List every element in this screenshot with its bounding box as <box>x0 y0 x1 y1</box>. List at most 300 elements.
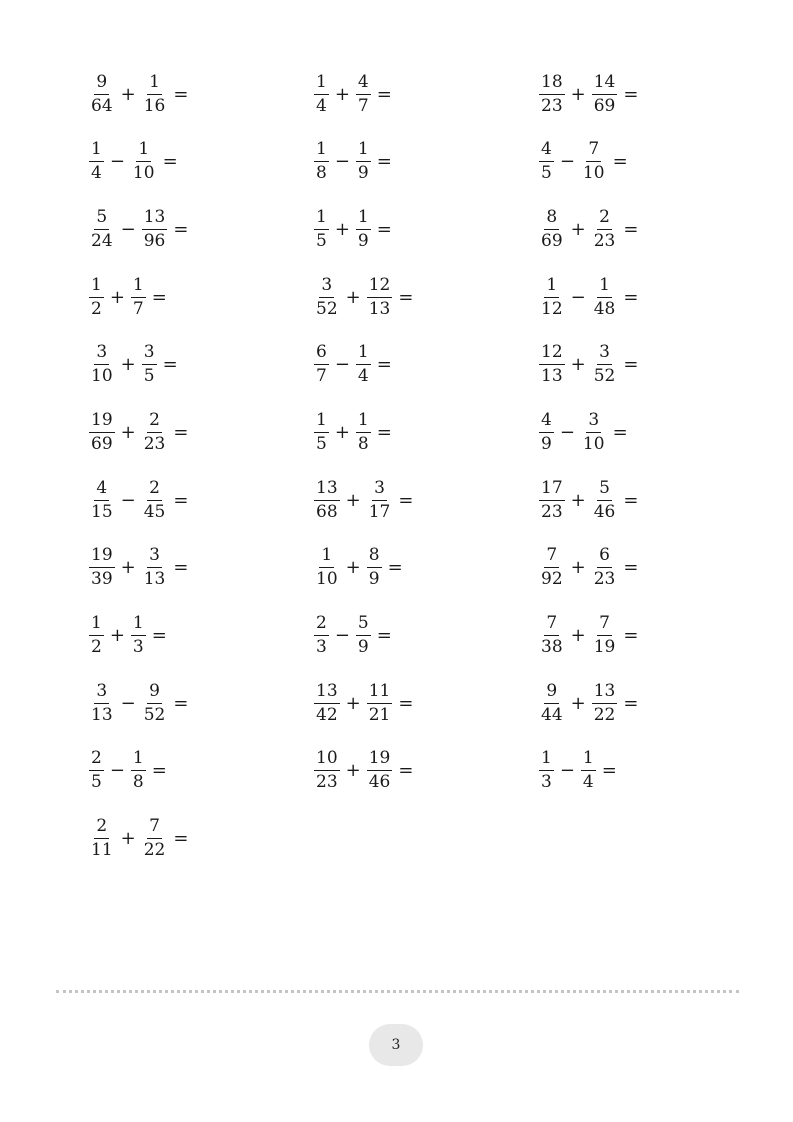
fraction-a <box>88 680 116 725</box>
denominator: 7 <box>357 95 369 116</box>
numerator: 3 <box>319 277 334 298</box>
equals-sign: = <box>376 218 392 240</box>
operator: − <box>334 151 350 173</box>
fraction-b <box>141 680 169 725</box>
denominator: 3 <box>316 637 327 657</box>
numerator: 8 <box>367 547 382 568</box>
fraction-b <box>141 344 158 385</box>
equals-sign: = <box>398 692 414 714</box>
footer-divider <box>56 990 739 993</box>
denominator: 23 <box>593 230 616 251</box>
fraction-a <box>538 547 566 588</box>
operator: − <box>559 421 575 443</box>
equals-sign: = <box>376 151 392 173</box>
equals-sign: = <box>623 625 639 646</box>
fraction-a <box>538 477 566 522</box>
problem-item <box>538 70 708 118</box>
fraction-b <box>591 615 619 656</box>
numerator: 1 <box>539 750 554 771</box>
fraction-b <box>580 750 597 791</box>
denominator: 64 <box>91 95 113 116</box>
numerator: 3 <box>94 683 109 704</box>
denominator: 2 <box>91 298 102 319</box>
problem-item <box>88 138 313 186</box>
numerator: 2 <box>147 412 162 433</box>
operator: + <box>109 625 125 646</box>
fraction-b <box>580 409 608 454</box>
numerator: 1 <box>581 750 596 771</box>
numerator: 10 <box>314 750 340 771</box>
denominator: 22 <box>143 840 166 861</box>
numerator: 2 <box>94 818 109 839</box>
problem-item <box>538 341 708 389</box>
numerator: 19 <box>367 750 393 771</box>
equals-sign: = <box>173 828 189 850</box>
numerator: 12 <box>539 344 565 365</box>
fraction-a <box>538 274 566 319</box>
fraction-a <box>538 615 566 656</box>
equals-sign: = <box>376 354 392 376</box>
operator: + <box>120 421 136 443</box>
fraction-b <box>355 206 372 251</box>
denominator: 4 <box>91 163 102 184</box>
denominator: 19 <box>593 637 616 657</box>
fraction-a <box>313 274 341 319</box>
numerator: 7 <box>544 615 559 636</box>
fraction-a <box>88 274 105 319</box>
denominator: 24 <box>91 230 113 251</box>
problem-item <box>88 273 313 321</box>
denominator: 11 <box>91 840 113 861</box>
operator: + <box>120 557 136 579</box>
denominator: 52 <box>143 704 166 725</box>
operator: + <box>345 286 361 308</box>
denominator: 48 <box>593 298 616 319</box>
numerator: 12 <box>367 277 393 298</box>
fraction-a <box>538 680 566 725</box>
equals-sign: = <box>376 625 392 646</box>
denominator: 69 <box>541 230 563 251</box>
operator: + <box>570 557 586 579</box>
operator: + <box>120 354 136 376</box>
denominator: 23 <box>593 569 616 590</box>
denominator: 3 <box>541 772 552 793</box>
equals-sign: = <box>612 421 628 443</box>
numerator: 14 <box>592 74 618 95</box>
fraction-b <box>141 547 169 588</box>
numerator: 1 <box>544 277 559 298</box>
equals-sign: = <box>162 151 178 173</box>
problem-item <box>313 544 538 592</box>
equals-sign: = <box>173 489 189 511</box>
numerator: 5 <box>94 209 109 230</box>
fraction-b <box>141 71 169 116</box>
fraction-b <box>591 274 619 319</box>
operator: + <box>570 83 586 105</box>
denominator: 44 <box>541 704 563 725</box>
problem-item <box>313 70 538 118</box>
denominator: 9 <box>357 230 369 251</box>
fraction-b <box>591 206 619 251</box>
denominator: 13 <box>91 704 113 725</box>
fraction-b <box>591 344 619 385</box>
fraction-a <box>313 409 330 454</box>
equals-sign: = <box>612 151 628 173</box>
denominator: 42 <box>316 704 338 725</box>
denominator: 39 <box>91 569 113 590</box>
fraction-a <box>538 206 566 251</box>
equals-sign: = <box>151 625 167 646</box>
fraction-a <box>538 750 555 791</box>
problem-item <box>313 408 538 456</box>
problem-item <box>538 476 708 524</box>
problem-item <box>538 679 708 727</box>
denominator: 7 <box>316 366 327 387</box>
denominator: 12 <box>541 298 563 319</box>
numerator: 8 <box>544 209 559 230</box>
fraction-a <box>313 477 341 522</box>
denominator: 8 <box>132 772 144 793</box>
fraction-a <box>313 206 330 251</box>
denominator: 8 <box>316 163 327 184</box>
fraction-b <box>591 71 619 116</box>
fraction-a <box>538 141 555 182</box>
operator: + <box>570 625 586 646</box>
equals-sign: = <box>173 421 189 443</box>
problem-item <box>88 815 313 863</box>
fraction-a <box>88 477 116 522</box>
numerator: 5 <box>356 615 371 636</box>
numerator: 1 <box>319 547 334 568</box>
denominator: 13 <box>368 298 391 319</box>
equals-sign: = <box>623 692 639 714</box>
problem-item <box>538 544 708 592</box>
numerator: 1 <box>136 141 151 162</box>
fraction-a <box>88 71 116 116</box>
operator: + <box>345 557 361 579</box>
numerator: 7 <box>147 818 162 839</box>
numerator: 19 <box>89 547 115 568</box>
numerator: 1 <box>314 74 329 95</box>
numerator: 2 <box>147 480 162 501</box>
equals-sign: = <box>398 489 414 511</box>
operator: + <box>570 489 586 511</box>
numerator: 13 <box>314 480 340 501</box>
denominator: 4 <box>316 95 327 116</box>
operator: + <box>109 286 125 308</box>
fraction-b <box>366 274 394 319</box>
denominator: 96 <box>143 230 166 251</box>
denominator: 10 <box>91 366 113 387</box>
numerator: 1 <box>356 209 371 230</box>
fraction-b <box>366 477 394 522</box>
numerator: 2 <box>597 209 612 230</box>
fraction-b <box>591 680 619 725</box>
numerator: 3 <box>94 344 109 365</box>
problem-item <box>88 476 313 524</box>
fraction-a <box>538 409 555 454</box>
operator: + <box>570 218 586 240</box>
equals-sign: = <box>173 83 189 105</box>
fraction-a <box>88 750 105 791</box>
operator: + <box>570 354 586 376</box>
fraction-b <box>580 141 608 182</box>
operator: + <box>120 83 136 105</box>
fraction-a <box>88 818 116 859</box>
operator: + <box>345 489 361 511</box>
numerator: 9 <box>94 74 109 95</box>
equals-sign: = <box>162 354 178 376</box>
denominator: 23 <box>143 433 166 454</box>
denominator: 4 <box>582 772 594 793</box>
denominator: 13 <box>541 366 563 387</box>
problem-item <box>88 70 313 118</box>
equals-sign: = <box>151 760 167 782</box>
fraction-a <box>313 615 330 656</box>
fraction-b <box>366 547 383 588</box>
denominator: 22 <box>593 704 616 725</box>
fraction-b <box>141 818 169 859</box>
problem-item <box>313 341 538 389</box>
denominator: 9 <box>357 637 369 657</box>
numerator: 1 <box>89 141 104 162</box>
fraction-b <box>141 206 169 251</box>
equals-sign: = <box>623 489 639 511</box>
denominator: 5 <box>316 433 327 454</box>
numerator: 9 <box>544 683 559 704</box>
operator: − <box>120 692 136 714</box>
equals-sign: = <box>623 354 639 376</box>
denominator: 10 <box>132 163 155 184</box>
operator: + <box>334 83 350 105</box>
equals-sign: = <box>398 286 414 308</box>
problem-item <box>313 138 538 186</box>
fraction-a <box>88 409 116 454</box>
denominator: 2 <box>91 637 102 657</box>
fraction-b <box>355 615 372 656</box>
numerator: 1 <box>356 344 371 365</box>
equals-sign: = <box>387 557 403 579</box>
numerator: 5 <box>597 480 612 501</box>
numerator: 1 <box>89 615 104 636</box>
fraction-a <box>88 141 105 182</box>
denominator: 69 <box>91 433 113 454</box>
problem-item <box>313 612 538 660</box>
equals-sign: = <box>398 760 414 782</box>
problem-item <box>313 679 538 727</box>
numerator: 7 <box>597 615 612 636</box>
fraction-a <box>88 206 116 251</box>
fraction-a <box>88 344 116 385</box>
fraction-b <box>355 409 372 454</box>
fraction-a <box>313 141 330 182</box>
problem-item <box>313 273 538 321</box>
denominator: 7 <box>132 298 144 319</box>
equals-sign: = <box>151 286 167 308</box>
operator: − <box>570 286 586 308</box>
fraction-b <box>355 344 372 385</box>
numerator: 7 <box>586 141 601 162</box>
page-number: 3 <box>391 1037 401 1053</box>
denominator: 23 <box>541 95 563 116</box>
numerator: 3 <box>597 344 612 365</box>
fraction-b <box>355 141 372 182</box>
operator: + <box>345 692 361 714</box>
equals-sign: = <box>623 218 639 240</box>
denominator: 46 <box>593 501 616 522</box>
fraction-a <box>538 71 566 116</box>
problem-item <box>88 408 313 456</box>
numerator: 3 <box>586 412 601 433</box>
denominator: 5 <box>91 772 102 793</box>
denominator: 21 <box>368 704 391 725</box>
fraction-a <box>538 344 566 385</box>
numerator: 19 <box>89 412 115 433</box>
numerator: 1 <box>356 412 371 433</box>
denominator: 17 <box>368 501 391 522</box>
numerator: 1 <box>131 615 146 636</box>
operator: − <box>334 625 350 646</box>
fraction-b <box>130 750 147 791</box>
fraction-a <box>313 344 330 385</box>
equals-sign: = <box>173 692 189 714</box>
numerator: 9 <box>147 683 162 704</box>
equals-sign: = <box>376 83 392 105</box>
numerator: 4 <box>356 74 371 95</box>
equals-sign: = <box>623 83 639 105</box>
numerator: 6 <box>314 344 329 365</box>
equals-sign: = <box>376 421 392 443</box>
operator: + <box>334 421 350 443</box>
numerator: 1 <box>131 750 146 771</box>
numerator: 18 <box>539 74 565 95</box>
equals-sign: = <box>601 760 617 782</box>
fraction-a <box>88 547 116 588</box>
denominator: 4 <box>357 366 369 387</box>
numerator: 1 <box>314 209 329 230</box>
denominator: 52 <box>593 366 616 387</box>
equals-sign: = <box>173 557 189 579</box>
equals-sign: = <box>623 557 639 579</box>
operator: + <box>120 828 136 850</box>
denominator: 23 <box>316 772 338 793</box>
problem-item <box>88 679 313 727</box>
denominator: 10 <box>582 433 605 454</box>
problem-item <box>88 205 313 253</box>
problem-item <box>313 205 538 253</box>
operator: − <box>559 760 575 782</box>
problem-item <box>88 747 313 795</box>
denominator: 10 <box>582 163 605 184</box>
problem-item <box>538 612 708 660</box>
numerator: 17 <box>539 480 565 501</box>
equals-sign: = <box>623 286 639 308</box>
operator: + <box>570 692 586 714</box>
numerator: 3 <box>142 344 157 365</box>
operator: + <box>334 218 350 240</box>
fraction-b <box>366 680 394 725</box>
numerator: 4 <box>539 141 554 162</box>
numerator: 1 <box>356 141 371 162</box>
operator: − <box>334 354 350 376</box>
operator: − <box>109 760 125 782</box>
denominator: 9 <box>368 569 380 590</box>
fraction-a <box>313 680 341 725</box>
numerator: 3 <box>372 480 387 501</box>
problem-item <box>88 341 313 389</box>
numerator: 3 <box>147 547 162 568</box>
denominator: 52 <box>316 298 338 319</box>
problem-item <box>538 408 708 456</box>
numerator: 4 <box>539 412 554 433</box>
denominator: 46 <box>368 772 391 793</box>
problem-item <box>313 476 538 524</box>
operator: + <box>345 760 361 782</box>
denominator: 69 <box>593 95 616 116</box>
numerator: 1 <box>597 277 612 298</box>
fraction-b <box>141 409 169 454</box>
denominator: 15 <box>91 501 113 522</box>
fraction-b <box>355 71 372 116</box>
denominator: 5 <box>316 230 327 251</box>
problem-item <box>538 138 708 186</box>
denominator: 92 <box>541 569 563 590</box>
numerator: 4 <box>94 480 109 501</box>
denominator: 23 <box>541 501 563 522</box>
fraction-a <box>313 750 341 791</box>
numerator: 6 <box>597 547 612 568</box>
fraction-b <box>141 477 169 522</box>
numerator: 1 <box>131 277 146 298</box>
fraction-b <box>130 141 158 182</box>
denominator: 10 <box>316 569 338 590</box>
numerator: 1 <box>89 277 104 298</box>
numerator: 13 <box>314 683 340 704</box>
numerator: 2 <box>314 615 329 636</box>
numerator: 1 <box>147 74 162 95</box>
fraction-b <box>130 615 147 656</box>
operator: − <box>120 218 136 240</box>
denominator: 9 <box>541 433 552 454</box>
page-number-badge <box>369 1024 423 1066</box>
denominator: 13 <box>143 569 166 590</box>
numerator: 1 <box>314 141 329 162</box>
denominator: 9 <box>357 163 369 184</box>
equals-sign: = <box>173 218 189 240</box>
problem-item <box>538 205 708 253</box>
problem-item <box>538 747 708 795</box>
denominator: 5 <box>143 366 155 387</box>
denominator: 5 <box>541 163 552 184</box>
denominator: 68 <box>316 501 338 522</box>
denominator: 45 <box>143 501 166 522</box>
fraction-a <box>313 547 341 588</box>
numerator: 13 <box>142 209 168 230</box>
numerator: 2 <box>89 750 104 771</box>
numerator: 11 <box>367 683 393 704</box>
operator: − <box>109 151 125 173</box>
denominator: 8 <box>357 433 369 454</box>
problem-item <box>88 612 313 660</box>
numerator: 1 <box>314 412 329 433</box>
problem-item <box>88 544 313 592</box>
numerator: 13 <box>592 683 618 704</box>
problem-grid <box>88 70 708 882</box>
denominator: 3 <box>132 637 144 657</box>
fraction-a <box>88 615 105 656</box>
fraction-b <box>591 547 619 588</box>
denominator: 38 <box>541 637 563 657</box>
